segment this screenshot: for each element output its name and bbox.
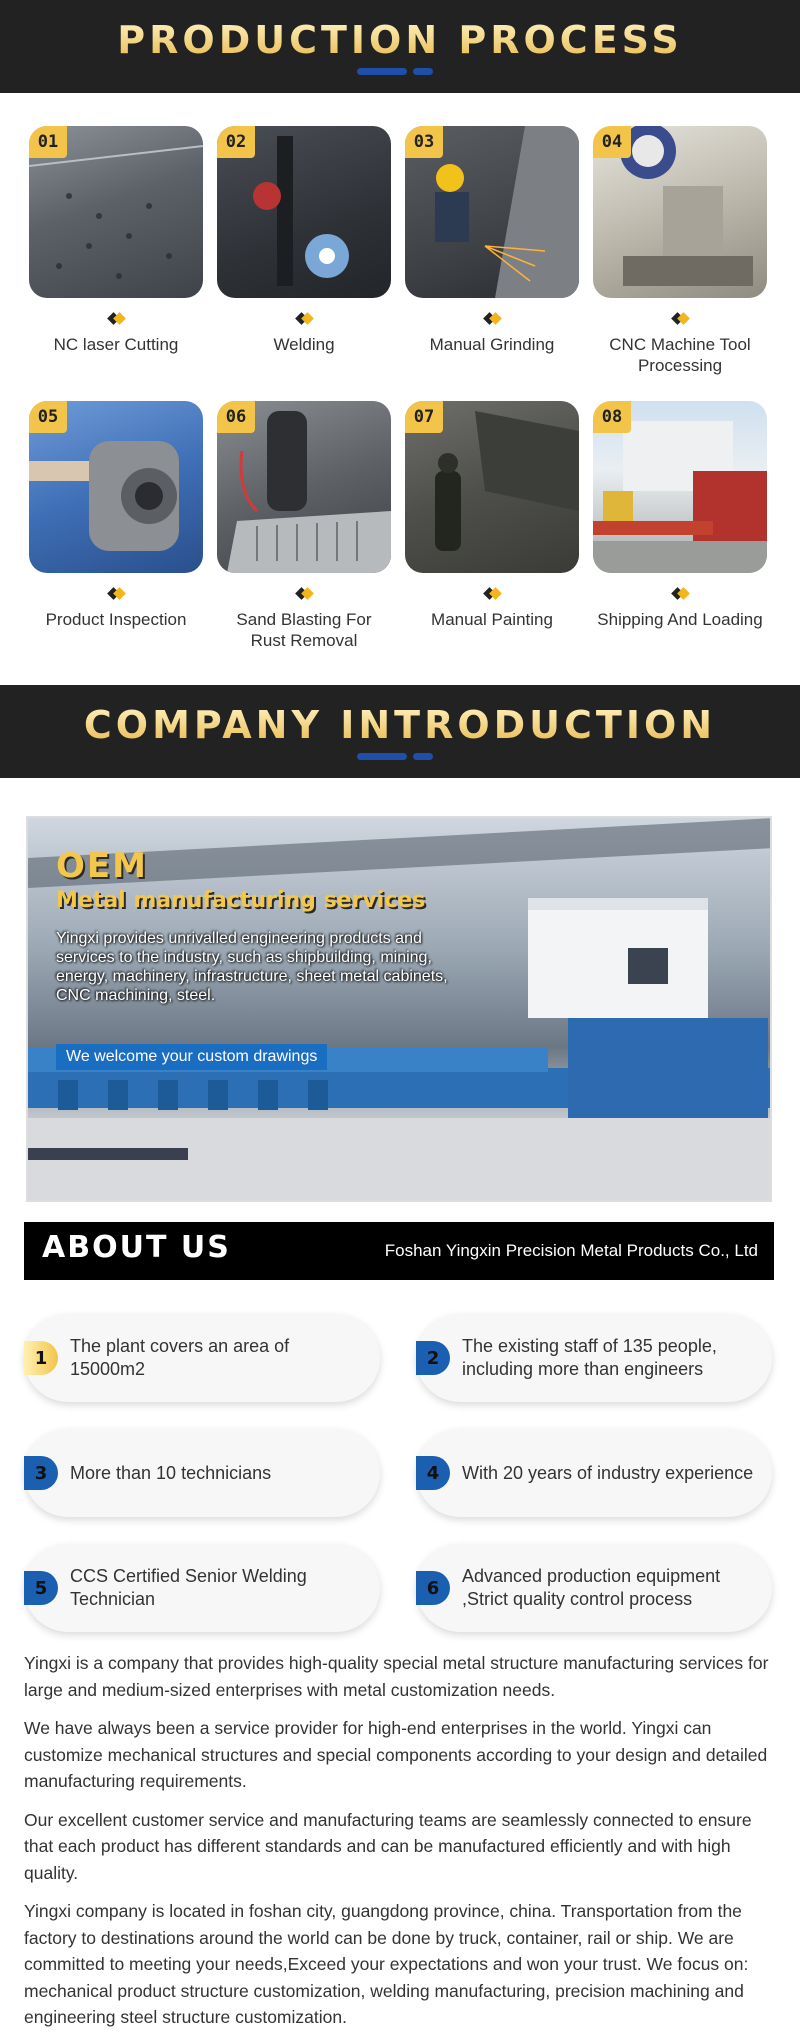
- production-steps: [0, 93, 800, 685]
- step-label: Manual Painting: [431, 610, 553, 629]
- step-label: Product Inspection: [45, 610, 187, 629]
- grinding-photo: [405, 126, 579, 298]
- fact-text: More than 10 technicians: [70, 1462, 272, 1483]
- fact-card: [416, 1314, 772, 1402]
- diamond-icon: [29, 587, 203, 601]
- diamond-icon: [405, 587, 579, 601]
- step-number: 05: [29, 401, 67, 433]
- sand-blasting-photo: [217, 401, 391, 573]
- description-paragraph: Our excellent customer service and manufacturing teams are seamlessly connected to ensure that each product has different standards and can be manufactured efficiently and with high quality.: [24, 1809, 752, 1883]
- heading-underline: [357, 753, 443, 760]
- fact-card: [24, 1544, 380, 1632]
- company-introduction-title: COMPANY INTRODUCTION: [0, 703, 800, 747]
- step-number: 08: [593, 401, 631, 433]
- hero-banner: [26, 816, 772, 1202]
- step-card: [405, 126, 579, 355]
- laser-cutting-photo: [29, 126, 203, 298]
- step-number: 07: [405, 401, 443, 433]
- fact-number: 4: [416, 1456, 450, 1490]
- painting-photo: [405, 401, 579, 573]
- production-process-header: [0, 0, 800, 93]
- step-number: 01: [29, 126, 67, 158]
- shipping-photo: [593, 401, 767, 573]
- step-card: [405, 401, 579, 630]
- welding-photo: [217, 126, 391, 298]
- company-introduction-header: [0, 685, 800, 778]
- diamond-icon: [593, 312, 767, 326]
- fact-number: 2: [416, 1341, 450, 1375]
- diamond-icon: [217, 587, 391, 601]
- company-body: [0, 778, 800, 2043]
- step-label: CNC Machine Tool Processing: [609, 335, 751, 375]
- step-card: [29, 126, 203, 355]
- cnc-machine-photo: [593, 126, 767, 298]
- fact-card: [24, 1314, 380, 1402]
- hero-subtitle: Metal manufacturing services: [56, 888, 426, 913]
- fact-text: Advanced production equipment ,Strict quality control process: [462, 1566, 721, 1609]
- description-paragraph: We have always been a service provider for high-end enterprises in the world. Yingxi can customize mechanical structures and special components according to your design and detailed manufacturing requirements.: [24, 1718, 768, 1791]
- hero-text: [56, 846, 466, 1005]
- company-description: [24, 1650, 776, 2043]
- fact-number: 5: [24, 1571, 58, 1605]
- fact-number: 6: [416, 1571, 450, 1605]
- custom-drawings-button[interactable]: We welcome your custom drawings: [56, 1044, 327, 1070]
- step-number: 02: [217, 126, 255, 158]
- company-name: Foshan Yingxin Precision Metal Products Co., Ltd: [384, 1241, 758, 1260]
- diamond-icon: [593, 587, 767, 601]
- step-number: 04: [593, 126, 631, 158]
- fact-text: The plant covers an area of 15000m2: [70, 1336, 290, 1379]
- step-card: [217, 401, 391, 651]
- step-label: Manual Grinding: [429, 335, 555, 354]
- diamond-icon: [405, 312, 579, 326]
- fact-card: [416, 1544, 772, 1632]
- step-card: [593, 126, 767, 376]
- fact-text: With 20 years of industry experience: [462, 1462, 754, 1483]
- step-card: [593, 401, 767, 630]
- step-number: 06: [217, 401, 255, 433]
- fact-card: [416, 1429, 772, 1517]
- diamond-icon: [29, 312, 203, 326]
- inspection-photo: [29, 401, 203, 573]
- production-process-title: PRODUCTION PROCESS: [0, 18, 800, 62]
- heading-underline: [357, 68, 443, 75]
- fact-number: 3: [24, 1456, 58, 1490]
- step-label: NC laser Cutting: [53, 335, 179, 354]
- about-us-title: ABOUT US: [42, 1230, 231, 1265]
- fact-number: 1: [24, 1341, 58, 1375]
- fact-text: CCS Certified Senior Welding Technician: [70, 1566, 307, 1609]
- fact-text: The existing staff of 135 people, including more than engineers: [462, 1336, 717, 1379]
- hero-oem-title: OEM: [56, 846, 148, 886]
- step-card: [29, 401, 203, 630]
- about-us-bar: [24, 1222, 774, 1280]
- step-label: Shipping And Loading: [597, 610, 763, 629]
- hero-description: Yingxi provides unrivalled engineering products and services to the industry, such as shipbuilding, mining, energy, machinery, infrastructure, sheet metal cabinets, CNC machining, steel.: [56, 930, 448, 1004]
- description-paragraph: Yingxi is a company that provides high-quality special metal structure manufacturing services for large and medium-sized enterprises with metal customization needs.: [24, 1653, 769, 1700]
- step-label: Sand Blasting For Rust Removal: [236, 610, 372, 650]
- step-number: 03: [405, 126, 443, 158]
- step-label: Welding: [273, 335, 335, 354]
- step-card: [217, 126, 391, 355]
- fact-card: [24, 1429, 380, 1517]
- description-paragraph: Yingxi company is located in foshan city, guangdong province, china. Transportation from the factory to destinations around the world can be done by truck, container, rail or ship. We are committed to meeting your needs,Exceed your expectations and won your trust. We focus on: mechanical product structure customization, welding manufacturing, precision machining and engineering steel structure customization.: [24, 1901, 749, 2027]
- diamond-icon: [217, 312, 391, 326]
